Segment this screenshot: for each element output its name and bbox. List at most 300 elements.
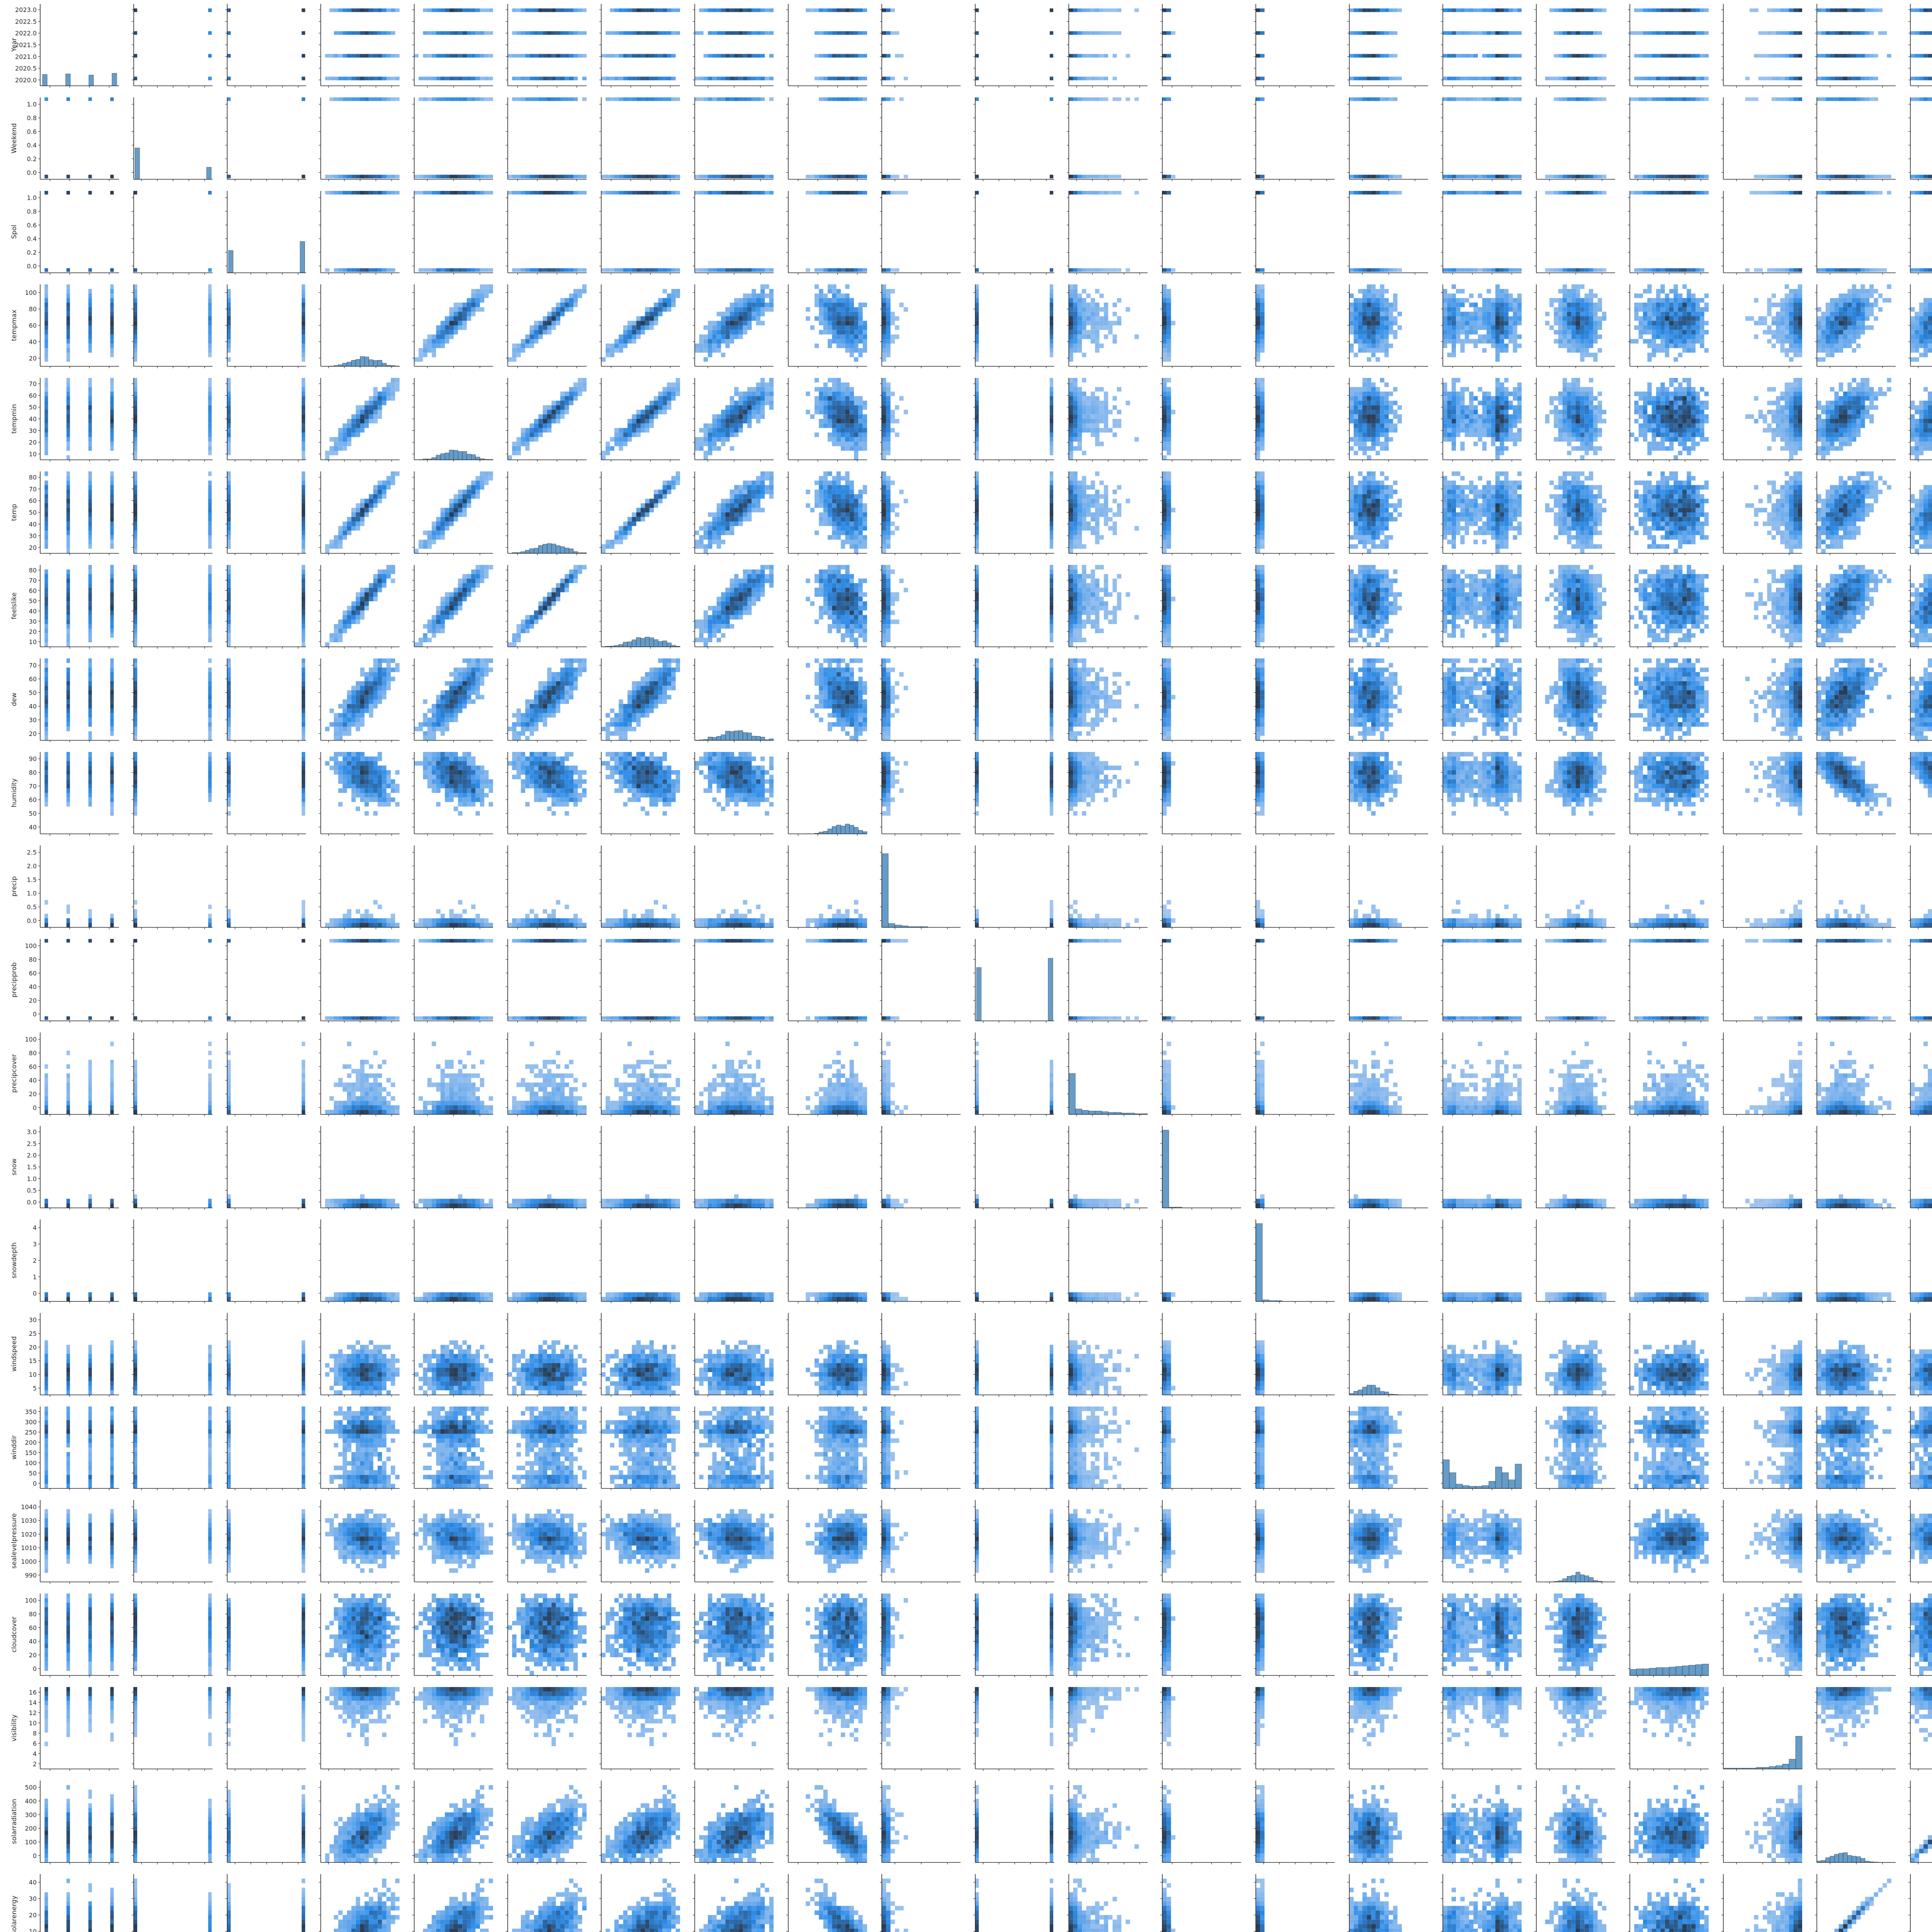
heat-cell — [1376, 54, 1380, 58]
heat-cell — [110, 316, 114, 321]
heat-cell — [1563, 335, 1567, 339]
heat-cell — [1384, 268, 1389, 272]
heat-cell — [1660, 312, 1665, 316]
heat-cell — [1576, 77, 1580, 80]
heat-cell — [538, 54, 543, 58]
heat-cell — [484, 191, 488, 194]
heat-cell — [1504, 77, 1509, 80]
heat-cell — [1443, 307, 1447, 312]
heat-cell — [1856, 191, 1861, 194]
heat-cell — [1099, 294, 1104, 298]
heat-cell — [1099, 97, 1104, 101]
heat-cell — [1086, 9, 1090, 12]
heat-cell — [623, 9, 628, 12]
heat-cell — [1469, 268, 1473, 272]
heat-cell — [1839, 303, 1843, 307]
heat-cell — [1473, 303, 1478, 307]
heat-cell — [1772, 316, 1776, 321]
heat-cell — [1571, 298, 1576, 303]
heat-cell — [1576, 175, 1580, 178]
heat-cell — [1112, 321, 1117, 325]
heat-cell — [743, 321, 747, 325]
heat-cell — [1447, 175, 1451, 178]
heat-cell — [382, 97, 386, 101]
heat-cell — [391, 31, 395, 35]
heat-cell — [351, 175, 355, 178]
heat-cell — [819, 321, 823, 325]
heat-cell — [1050, 339, 1053, 344]
heat-cell — [1678, 268, 1682, 272]
heat-cell — [1772, 321, 1776, 325]
heat-cell — [1673, 289, 1678, 294]
heat-cell — [530, 97, 534, 101]
heat-cell — [44, 353, 48, 357]
heat-cell — [1069, 312, 1073, 316]
heat-cell — [1571, 316, 1576, 321]
heat-cell — [1469, 294, 1473, 298]
heat-cell — [508, 191, 512, 194]
heat-cell — [386, 77, 391, 80]
heat-cell — [1687, 316, 1691, 321]
heat-cell — [1682, 298, 1687, 303]
heat-cell — [1349, 97, 1354, 101]
heat-cell — [1834, 298, 1838, 303]
heat-cell — [1767, 330, 1771, 335]
heat-cell — [1700, 175, 1704, 178]
heat-cell — [658, 303, 662, 307]
heat-cell — [302, 344, 305, 348]
heat-cell — [832, 294, 836, 298]
heat-cell — [632, 31, 636, 35]
heat-cell — [708, 175, 712, 178]
heat-cell — [1923, 303, 1928, 307]
heat-cell — [1817, 175, 1821, 178]
heat-cell — [823, 97, 828, 101]
heat-cell — [1504, 303, 1509, 307]
heat-cell — [1509, 175, 1513, 178]
heat-cell — [1682, 284, 1687, 289]
heat-cell — [712, 191, 716, 194]
heat-cell — [1772, 77, 1776, 80]
heat-cell — [1567, 191, 1571, 194]
panel-Weekend-vs-snow — [1160, 97, 1241, 181]
heat-cell — [1665, 321, 1669, 325]
heat-cell — [1839, 54, 1843, 58]
heat-cell — [1380, 344, 1384, 348]
heat-cell — [769, 307, 774, 312]
heat-cell — [330, 9, 334, 12]
heat-cell — [1643, 321, 1647, 325]
heat-cell — [418, 191, 423, 194]
heat-cell — [1358, 316, 1362, 321]
heat-cell — [671, 268, 675, 272]
heat-cell — [1874, 77, 1878, 80]
heat-cell — [476, 9, 480, 12]
heat-cell — [1104, 175, 1108, 178]
heat-cell — [1504, 97, 1509, 101]
heat-cell — [1050, 175, 1053, 178]
heat-cell — [1678, 77, 1682, 80]
heat-cell — [1091, 303, 1095, 307]
heat-cell — [1910, 31, 1915, 35]
heat-cell — [1443, 316, 1447, 321]
heat-cell — [1691, 54, 1696, 58]
heat-cell — [1874, 191, 1878, 194]
heat-cell — [895, 316, 899, 321]
heat-cell — [1678, 339, 1682, 344]
heat-cell — [738, 321, 743, 325]
heat-cell — [458, 31, 462, 35]
heat-cell — [712, 31, 716, 35]
heat-cell — [1104, 335, 1108, 339]
heat-cell — [850, 316, 854, 321]
heat-cell — [449, 9, 454, 12]
heat-cell — [1660, 348, 1665, 353]
heat-cell — [1576, 289, 1580, 294]
heat-cell — [1789, 348, 1793, 353]
heat-cell — [823, 307, 828, 312]
heat-cell — [1050, 348, 1053, 353]
heat-cell — [1843, 325, 1847, 330]
heat-cell — [1665, 335, 1669, 339]
heat-cell — [338, 97, 342, 101]
heat-cell — [832, 77, 836, 80]
heat-cell — [854, 335, 858, 339]
heat-cell — [756, 294, 760, 298]
heat-cell — [330, 191, 334, 194]
heat-cell — [449, 335, 454, 339]
heat-cell — [360, 54, 364, 58]
heat-cell — [1915, 316, 1919, 321]
heat-cell — [1167, 312, 1171, 316]
heat-cell — [467, 268, 471, 272]
heat-cell — [1839, 268, 1843, 272]
heat-cell — [619, 344, 623, 348]
heat-cell — [1443, 312, 1447, 316]
heat-cell — [1785, 77, 1789, 80]
heat-cell — [1665, 54, 1669, 58]
heat-cell — [854, 344, 858, 348]
heat-cell — [1652, 348, 1656, 353]
heat-cell — [1108, 191, 1112, 194]
heat-cell — [886, 312, 890, 316]
heat-cell — [1776, 268, 1780, 272]
heat-cell — [1865, 298, 1869, 303]
heat-cell — [1834, 191, 1838, 194]
heat-cell — [1567, 298, 1571, 303]
heat-cell — [601, 191, 605, 194]
heat-cell — [1798, 284, 1802, 289]
heat-cell — [1652, 339, 1656, 344]
heat-cell — [1767, 54, 1771, 58]
heat-cell — [1256, 54, 1260, 58]
heat-cell — [832, 97, 836, 101]
heat-cell — [1371, 77, 1376, 80]
heat-cell — [1652, 353, 1656, 357]
heat-cell — [1256, 298, 1260, 303]
heat-cell — [1393, 77, 1397, 80]
heat-cell — [1861, 307, 1865, 312]
heat-cell — [110, 325, 114, 330]
heat-cell — [699, 268, 703, 272]
heat-cell — [605, 268, 610, 272]
heat-cell — [134, 307, 137, 312]
heat-cell — [547, 316, 551, 321]
heat-cell — [605, 348, 610, 353]
heat-cell — [351, 77, 355, 80]
heat-cell — [88, 335, 92, 339]
heat-cell — [1754, 335, 1758, 339]
heat-cell — [1843, 294, 1847, 298]
heat-cell — [512, 348, 516, 353]
heat-cell — [1073, 339, 1077, 344]
heat-cell — [1260, 298, 1264, 303]
heat-cell — [1517, 344, 1522, 348]
heat-cell — [525, 97, 529, 101]
heat-cell — [1545, 312, 1549, 316]
heat-cell — [1393, 330, 1397, 335]
heat-cell — [1754, 54, 1758, 58]
heat-cell — [975, 339, 979, 344]
heat-cell — [1887, 175, 1891, 178]
heat-cell — [1580, 344, 1584, 348]
heat-cell — [1910, 97, 1915, 101]
panel-Year-vs-cloudcover — [1628, 4, 1709, 88]
heat-cell — [760, 298, 765, 303]
panel-Year-vs-visibility — [1721, 4, 1802, 88]
heat-cell — [1367, 303, 1371, 307]
heat-cell — [1486, 31, 1491, 35]
heat-cell — [1473, 268, 1478, 272]
heat-cell — [1826, 97, 1830, 101]
heat-cell — [44, 344, 48, 348]
heat-cell — [1585, 339, 1589, 344]
heat-cell — [1776, 303, 1780, 307]
heat-cell — [1910, 357, 1915, 362]
heat-cell — [1367, 325, 1371, 330]
heat-cell — [445, 54, 449, 58]
heat-cell — [1256, 303, 1260, 307]
heat-cell — [1673, 77, 1678, 80]
heat-cell — [1647, 298, 1651, 303]
heat-cell — [1580, 284, 1584, 289]
heat-cell — [521, 54, 525, 58]
heat-cell — [471, 77, 475, 80]
heat-cell — [1593, 330, 1597, 335]
heat-cell — [44, 289, 48, 294]
heat-cell — [512, 77, 516, 80]
heat-cell — [1678, 298, 1682, 303]
heat-cell — [1162, 344, 1167, 348]
heat-cell — [1576, 97, 1580, 101]
heat-cell — [832, 339, 836, 344]
heat-cell — [445, 321, 449, 325]
heat-cell — [302, 298, 305, 303]
heat-cell — [1878, 268, 1883, 272]
heat-cell — [854, 77, 858, 80]
heat-cell — [663, 268, 667, 272]
heat-cell — [1839, 330, 1843, 335]
heat-cell — [1571, 335, 1576, 339]
heat-cell — [1478, 312, 1482, 316]
heat-cell — [738, 307, 743, 312]
heat-cell — [1874, 303, 1878, 307]
heat-cell — [841, 31, 845, 35]
heat-cell — [1660, 191, 1665, 194]
heat-cell — [1452, 353, 1456, 357]
heat-cell — [1256, 335, 1260, 339]
heat-cell — [734, 97, 738, 101]
heat-cell — [1696, 316, 1700, 321]
heat-cell — [837, 9, 841, 12]
heat-cell — [1393, 97, 1397, 101]
heat-cell — [110, 307, 114, 312]
heat-cell — [1919, 321, 1923, 325]
heat-cell — [1696, 54, 1700, 58]
heat-cell — [760, 268, 765, 272]
heat-cell — [730, 31, 734, 35]
heat-cell — [445, 335, 449, 339]
heat-cell — [1821, 344, 1825, 348]
heat-cell — [1852, 268, 1856, 272]
heat-cell — [975, 97, 979, 101]
heat-cell — [1452, 348, 1456, 353]
heat-cell — [747, 9, 752, 12]
heat-cell — [1112, 54, 1117, 58]
heat-cell — [1798, 97, 1802, 101]
heat-cell — [1580, 316, 1584, 321]
heat-cell — [1630, 97, 1634, 101]
heat-cell — [882, 298, 886, 303]
heat-cell — [423, 348, 427, 353]
heat-cell — [747, 298, 752, 303]
heat-cell — [1256, 175, 1260, 178]
heat-cell — [1928, 54, 1932, 58]
heat-cell — [1256, 312, 1260, 316]
heat-cell — [1669, 316, 1673, 321]
heat-cell — [636, 9, 641, 12]
heat-cell — [863, 330, 867, 335]
heat-cell — [1482, 9, 1486, 12]
heat-cell — [391, 97, 395, 101]
heat-cell — [1500, 344, 1504, 348]
heat-cell — [364, 9, 369, 12]
panel-Year-vs-Year — [10, 4, 119, 88]
heat-cell — [1050, 268, 1053, 272]
heat-cell — [886, 316, 890, 321]
heat-cell — [423, 175, 427, 178]
heat-cell — [1260, 321, 1264, 325]
heat-cell — [1847, 294, 1852, 298]
heat-cell — [1452, 294, 1456, 298]
heat-cell — [1367, 316, 1371, 321]
heat-cell — [1452, 330, 1456, 335]
heat-cell — [850, 9, 854, 12]
heat-cell — [1554, 54, 1558, 58]
heat-cell — [891, 191, 895, 194]
heat-cell — [1678, 344, 1682, 348]
heat-cell — [1491, 344, 1495, 348]
heat-cell — [386, 54, 391, 58]
heat-cell — [1923, 330, 1928, 335]
heat-cell — [1928, 298, 1932, 303]
heat-cell — [1817, 31, 1821, 35]
heat-cell — [1167, 175, 1171, 178]
heat-cell — [1687, 335, 1691, 339]
heat-cell — [1669, 175, 1673, 178]
heat-cell — [1793, 344, 1798, 348]
heat-cell — [704, 77, 708, 80]
heat-cell — [975, 321, 979, 325]
heat-cell — [1745, 268, 1750, 272]
heat-cell — [1389, 191, 1393, 194]
heat-cell — [730, 321, 734, 325]
heat-cell — [44, 294, 48, 298]
panel-Year-vs-feelslike — [599, 4, 680, 88]
heat-cell — [302, 294, 305, 298]
heat-cell — [1517, 303, 1522, 307]
heat-cell — [1091, 77, 1095, 80]
heat-cell — [1082, 77, 1086, 80]
heat-cell — [1673, 344, 1678, 348]
heat-cell — [1852, 9, 1856, 12]
heat-cell — [1099, 77, 1104, 80]
heat-cell — [1682, 268, 1687, 272]
heat-cell — [1486, 330, 1491, 335]
heat-cell — [708, 330, 712, 335]
heat-cell — [1798, 335, 1802, 339]
heat-cell — [828, 97, 832, 101]
heat-cell — [1460, 298, 1464, 303]
heat-cell — [891, 268, 895, 272]
heat-cell — [517, 353, 521, 357]
heat-cell — [756, 9, 760, 12]
heat-cell — [1443, 54, 1447, 58]
heat-cell — [1673, 321, 1678, 325]
heat-cell — [1563, 175, 1567, 178]
heat-cell — [886, 268, 890, 272]
heat-cell — [650, 325, 654, 330]
heat-cell — [1073, 294, 1077, 298]
heat-cell — [1050, 9, 1053, 12]
heat-cell — [432, 191, 436, 194]
heat-cell — [1389, 325, 1393, 330]
heat-cell — [1830, 353, 1834, 357]
heat-cell — [1915, 321, 1919, 325]
heat-cell — [1830, 54, 1834, 58]
heat-cell — [1856, 289, 1861, 294]
heat-cell — [1928, 321, 1932, 325]
heat-cell — [418, 97, 423, 101]
heat-cell — [641, 54, 645, 58]
heat-cell — [605, 54, 610, 58]
heat-cell — [1167, 303, 1171, 307]
panel-tempmax-vs-visibility — [1721, 284, 1802, 368]
heat-cell — [1358, 191, 1362, 194]
heat-cell — [734, 191, 738, 194]
heat-cell — [1362, 312, 1367, 316]
panel-Spol-vs-Spol — [225, 191, 306, 275]
heat-cell — [1682, 335, 1687, 339]
heat-cell — [1639, 303, 1643, 307]
heat-cell — [1349, 303, 1354, 307]
heat-cell — [1789, 9, 1793, 12]
heat-cell — [1585, 54, 1589, 58]
hist-bar-Year-2 — [89, 75, 94, 86]
heat-cell — [645, 268, 649, 272]
heat-cell — [725, 191, 730, 194]
heat-cell — [343, 191, 347, 194]
